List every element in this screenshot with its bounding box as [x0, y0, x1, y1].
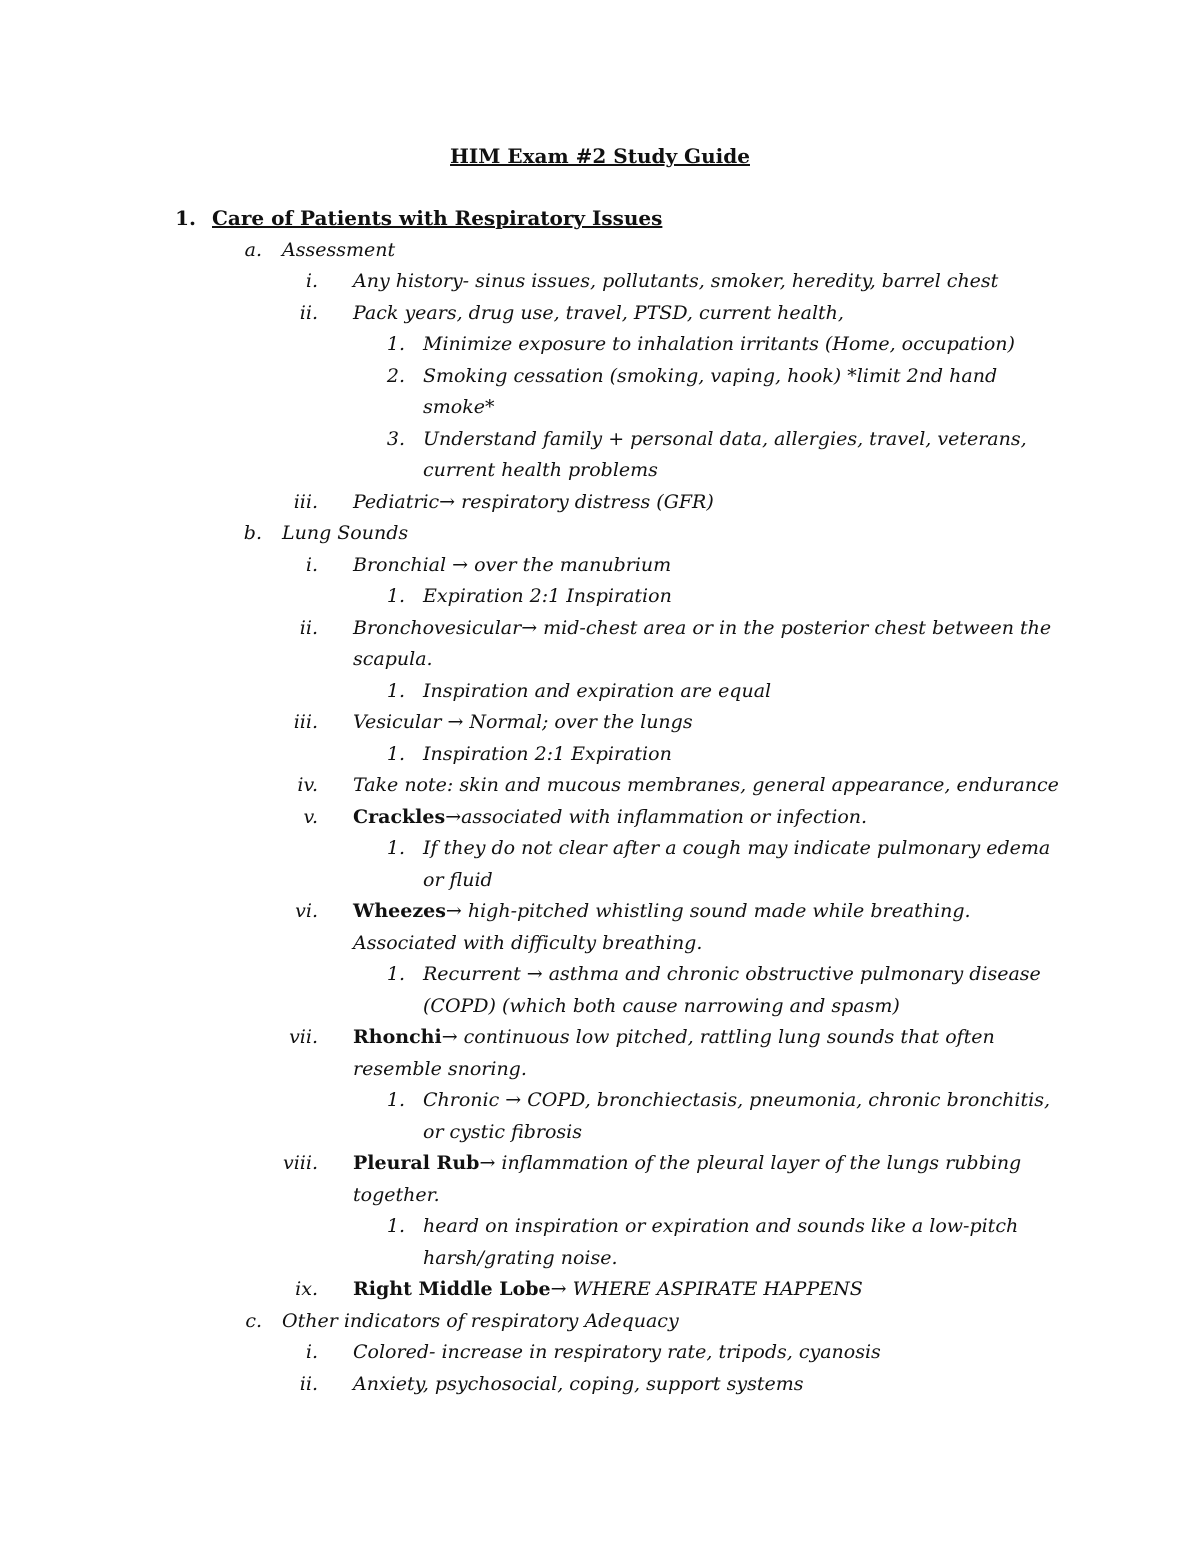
list-text: [353, 1180, 440, 1211]
item-text: Lung Sounds: [282, 522, 409, 544]
list-text: [423, 1085, 1050, 1116]
list-text: [423, 392, 494, 423]
item-text: → inflammation of the pleural layer of the lungs rubbing: [479, 1152, 1022, 1174]
list-marker: ii.: [299, 616, 318, 639]
list-text: [353, 770, 1059, 801]
list-marker: 1.: [386, 1089, 405, 1111]
bold-term: Rhonchi: [353, 1026, 442, 1048]
item-text: Care of Patients with Respiratory Issues: [212, 206, 663, 230]
bold-term: Crackles: [353, 805, 446, 828]
list-text: [353, 487, 714, 518]
list-item: [0, 770, 1200, 802]
list-item: [0, 1274, 1200, 1306]
list-marker: ii.: [299, 1372, 318, 1395]
list-text: [353, 266, 998, 297]
list-text: [353, 896, 971, 927]
list-marker: i.: [305, 270, 318, 292]
bold-term: Right Middle Lobe: [353, 1278, 551, 1300]
list-marker: iii.: [293, 490, 318, 513]
list-item: [0, 550, 1200, 582]
list-marker: 1.: [386, 837, 405, 859]
list-text: [353, 928, 702, 959]
item-text: Minimize exposure to inhalation irritants (Home, occupation): [423, 333, 1015, 355]
item-text: → WHERE ASPIRATE HAPPENS: [550, 1278, 863, 1300]
list-text: [423, 581, 672, 612]
list-marker: 1.: [386, 585, 405, 607]
list-marker: 1.: [386, 333, 405, 355]
list-marker: 1.: [386, 963, 405, 985]
item-text: If they do not clear after a cough may indicate pulmonary edema: [423, 837, 1051, 859]
list-item: [0, 707, 1200, 739]
list-marker: a.: [244, 238, 262, 261]
list-marker: iii.: [293, 711, 318, 733]
item-text: Other indicators of respiratory Adequacy: [282, 1309, 679, 1332]
list-text: [353, 1054, 527, 1085]
item-text: Assessment: [282, 238, 396, 261]
list-marker: vii.: [289, 1026, 318, 1048]
bold-term: Pleural Rub: [353, 1152, 480, 1174]
item-text: Smoking cessation (smoking, vaping, hook) *limit 2nd hand: [423, 364, 998, 387]
list-text: [423, 676, 771, 707]
list-text: [212, 203, 662, 234]
item-text: Colored- increase in respiratory rate, tripods, cyanosis: [353, 1341, 881, 1363]
list-item: [0, 1148, 1200, 1180]
sub-item: [0, 361, 1200, 393]
list-marker: i.: [305, 1341, 318, 1363]
list-text: [353, 707, 693, 738]
list-text: [353, 644, 433, 675]
list-marker: 2.: [386, 364, 405, 387]
list-marker: i.: [305, 553, 318, 576]
list-text: [423, 1243, 618, 1274]
list-text: [423, 991, 900, 1022]
item-text: →associated with inflammation or infection.: [445, 805, 868, 828]
sub-item: [0, 833, 1200, 865]
item-text: Expiration 2:1 Inspiration: [423, 585, 672, 607]
list-text: [353, 1274, 863, 1305]
list-text: [353, 802, 867, 833]
item-text: (COPD) (which both cause narrowing and spasm): [423, 994, 900, 1017]
list-text: [282, 1306, 679, 1337]
list-item: [0, 1337, 1200, 1369]
item-text: scapula.: [353, 648, 433, 670]
item-text: Associated with difficulty breathing.: [353, 931, 703, 954]
sub-item: [0, 424, 1200, 456]
list-text: [353, 1148, 1021, 1179]
list-text: [423, 424, 1027, 455]
item-text: smoke*: [423, 396, 495, 418]
sub-item-continuation: [0, 392, 1200, 424]
list-item-continuation: [0, 644, 1200, 676]
sub-item-continuation: [0, 991, 1200, 1023]
item-text: Bronchial → over the manubrium: [353, 553, 672, 576]
subsection-label: [0, 235, 1200, 267]
list-text: [423, 739, 672, 770]
list-item: [0, 896, 1200, 928]
item-text: Anxiety, psychosocial, coping, support systems: [353, 1372, 804, 1395]
list-text: [423, 833, 1050, 864]
list-marker: iv.: [297, 774, 318, 796]
sub-item: [0, 739, 1200, 771]
list-marker: 1.: [386, 679, 405, 702]
item-text: Pack years, drug use, travel, PTSD, current health,: [353, 301, 844, 324]
list-text: [353, 613, 1051, 644]
list-text: [353, 1369, 803, 1400]
sub-item: [0, 676, 1200, 708]
subsection-label: [0, 1306, 1200, 1338]
list-item: [0, 266, 1200, 298]
list-text: [423, 959, 1041, 990]
list-item-continuation: [0, 928, 1200, 960]
list-item-continuation: [0, 1180, 1200, 1212]
list-marker: ix.: [295, 1278, 318, 1300]
list-item: [0, 613, 1200, 645]
sub-item: [0, 1085, 1200, 1117]
sub-item-continuation: [0, 1243, 1200, 1275]
item-text: Understand family + personal data, allergies, travel, veterans,: [423, 427, 1027, 450]
list-marker: viii.: [282, 1152, 318, 1174]
list-marker: 1.: [175, 206, 196, 230]
item-text: Inspiration 2:1 Expiration: [423, 742, 672, 765]
item-text: heard on inspiration or expiration and sounds like a low-pitch: [423, 1215, 1019, 1237]
item-text: resemble snoring.: [353, 1057, 527, 1080]
list-text: [423, 1211, 1018, 1242]
list-text: [423, 329, 1015, 360]
item-text: Inspiration and expiration are equal: [423, 679, 772, 702]
list-item: [0, 802, 1200, 834]
list-marker: 1.: [386, 742, 405, 765]
item-text: Recurrent → asthma and chronic obstructive pulmonary disease: [423, 963, 1041, 985]
list-marker: v.: [303, 805, 318, 828]
sub-item: [0, 581, 1200, 613]
list-text: [282, 518, 408, 549]
list-text: [353, 298, 844, 329]
item-text: Bronchovesicular→ mid-chest area or in the posterior chest between the: [353, 616, 1052, 639]
item-text: Take note: skin and mucous membranes, general appearance, endurance: [353, 774, 1059, 796]
item-text: → continuous low pitched, rattling lung sounds that often: [441, 1026, 995, 1048]
list-marker: ii.: [299, 301, 318, 324]
list-text: [353, 1022, 995, 1053]
item-text: or cystic fibrosis: [423, 1120, 583, 1143]
list-text: [423, 361, 997, 392]
list-item: [0, 1369, 1200, 1401]
item-text: → high-pitched whistling sound made while breathing.: [445, 900, 971, 922]
bold-term: Wheezes: [353, 900, 446, 922]
item-text: harsh/grating noise.: [423, 1246, 618, 1269]
sub-item-continuation: [0, 1117, 1200, 1149]
list-marker: vi.: [295, 900, 318, 922]
document-title: HIM Exam #2 Study Guide: [450, 144, 750, 168]
item-text: Pediatric→ respiratory distress (GFR): [353, 490, 714, 513]
list-text: [282, 235, 395, 266]
list-item-continuation: [0, 1054, 1200, 1086]
list-item: [0, 1022, 1200, 1054]
list-item: [0, 298, 1200, 330]
item-text: current health problems: [423, 459, 658, 481]
list-text: [353, 1337, 881, 1368]
list-marker: 3.: [386, 427, 405, 450]
sub-item: [0, 329, 1200, 361]
sub-item: [0, 959, 1200, 991]
list-marker: b.: [243, 522, 262, 544]
list-text: [423, 865, 493, 896]
item-text: Chronic → COPD, bronchiectasis, pneumonia, chronic bronchitis,: [423, 1089, 1050, 1111]
sub-item: [0, 1211, 1200, 1243]
list-text: [353, 550, 671, 581]
sub-item-continuation: [0, 455, 1200, 487]
item-text: Vesicular → Normal; over the lungs: [353, 711, 693, 733]
item-text: or fluid: [423, 868, 493, 891]
item-text: Any history- sinus issues, pollutants, smoker, heredity, barrel chest: [353, 270, 999, 292]
list-text: [423, 1117, 582, 1148]
item-text: together.: [353, 1183, 440, 1206]
section-heading: [0, 203, 1200, 235]
list-marker: 1.: [386, 1215, 405, 1237]
list-item: [0, 487, 1200, 519]
sub-item-continuation: [0, 865, 1200, 897]
list-text: [423, 455, 658, 486]
subsection-label: [0, 518, 1200, 550]
list-marker: c.: [245, 1309, 262, 1332]
